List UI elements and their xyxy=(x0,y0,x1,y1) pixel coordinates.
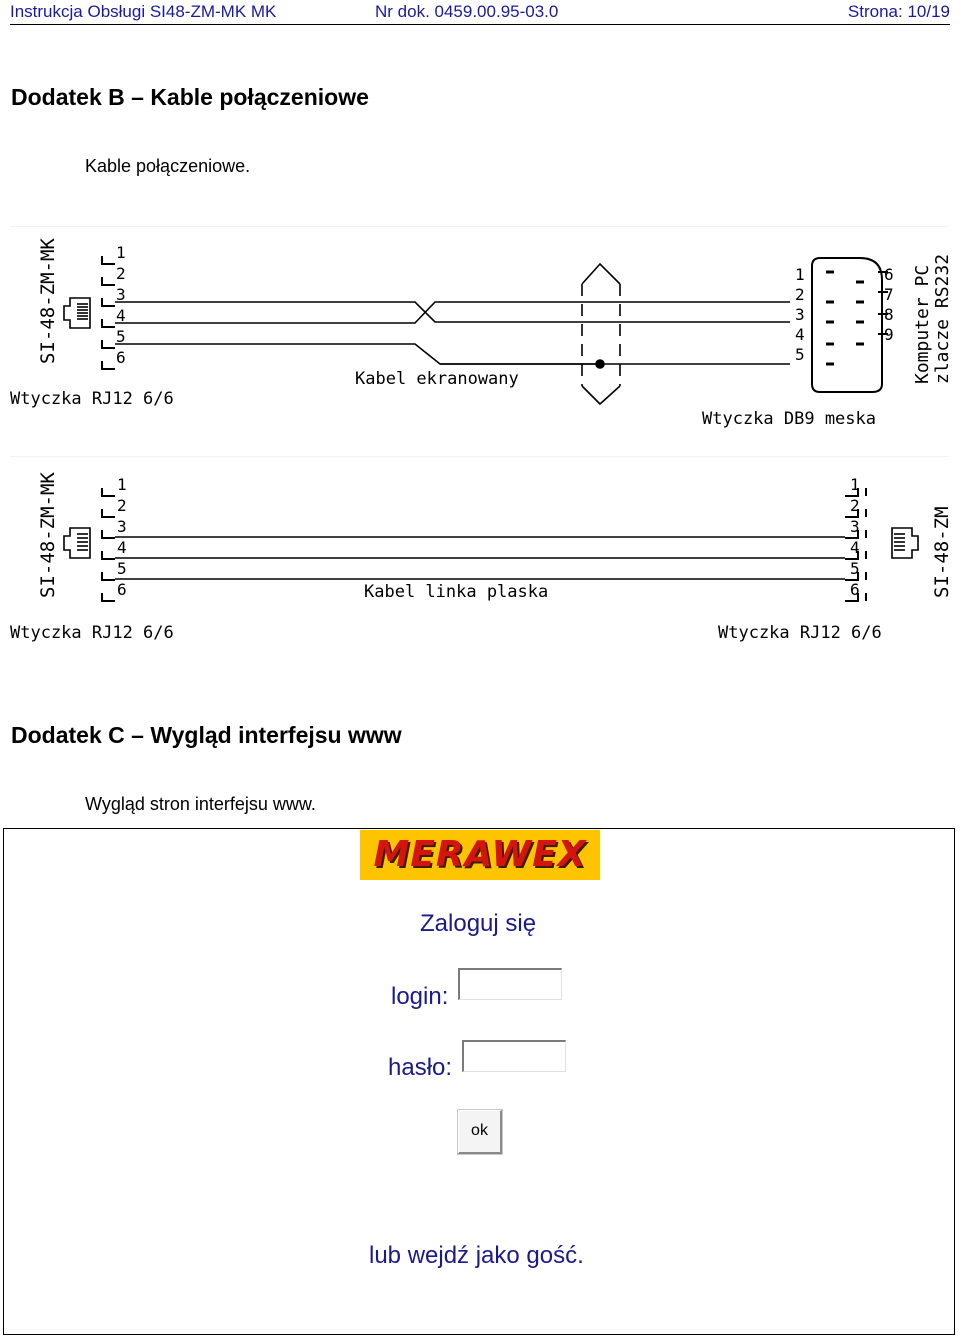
cable-label: Kabel ekranowany xyxy=(355,369,519,389)
cable-wires xyxy=(115,537,845,579)
rj12-contacts-left xyxy=(102,488,115,601)
db9-pin-label: 1 xyxy=(795,265,805,284)
cable-diagram-rs232 xyxy=(0,226,960,432)
document-title: Instrukcja Obsługi SI48-ZM-MK MK xyxy=(10,2,277,21)
db9-pin-label: 7 xyxy=(884,285,894,304)
rj12-contacts xyxy=(102,256,115,369)
pin-label: 1 xyxy=(117,475,127,494)
section-b-heading: Dodatek B – Kable połączeniowe xyxy=(11,84,369,110)
pin-label: 3 xyxy=(850,517,860,536)
plug-label-right: Wtyczka RJ12 6/6 xyxy=(718,623,882,643)
plug-label-right: Wtyczka DB9 meska xyxy=(702,409,876,429)
db9-connector-icon xyxy=(812,258,888,392)
device-label-left: SI-48-ZM-MK xyxy=(37,472,59,598)
db9-pin-label: 9 xyxy=(884,325,894,344)
cable-label: Kabel linka plaska xyxy=(364,582,549,602)
merawex-logo xyxy=(360,830,600,880)
db9-pin-label: 3 xyxy=(795,305,805,324)
device-label-right: SI-48-ZM xyxy=(931,506,953,598)
pin-label: 5 xyxy=(117,559,127,578)
logo-text: MERAWEX xyxy=(373,834,587,875)
rj12-jack-icon xyxy=(64,298,90,328)
pin-label: 3 xyxy=(116,285,126,304)
plug-label-left: Wtyczka RJ12 6/6 xyxy=(10,389,174,409)
pin-label: 3 xyxy=(117,517,127,536)
plug-label-left: Wtyczka RJ12 6/6 xyxy=(10,623,174,643)
pin-label: 5 xyxy=(116,327,126,346)
pin-label: 4 xyxy=(117,538,127,557)
db9-pin-label: 6 xyxy=(884,265,894,284)
pin-label: 4 xyxy=(116,306,126,325)
section-c-intro: Wygląd stron interfejsu www. xyxy=(85,794,316,814)
pin-label: 2 xyxy=(850,496,860,515)
pin-label: 6 xyxy=(117,580,127,599)
rj12-jack-icon xyxy=(892,528,918,558)
db9-pin-label: 8 xyxy=(884,305,894,324)
device-label: SI-48-ZM-MK xyxy=(37,238,59,364)
pin-label: 2 xyxy=(117,496,127,515)
computer-port-label: zlacze RS232 xyxy=(932,253,953,384)
password-input[interactable] xyxy=(462,1040,566,1072)
page-number: Strona: 10/19 xyxy=(847,2,950,21)
section-c-heading: Dodatek C – Wygląd interfejsu www xyxy=(11,722,402,748)
login-label: login: xyxy=(391,983,449,1010)
pin-label: 6 xyxy=(116,348,126,367)
pin-label: 5 xyxy=(850,559,860,578)
login-input[interactable] xyxy=(458,968,562,1000)
db9-pin-label: 2 xyxy=(795,285,805,304)
pin-label: 1 xyxy=(850,475,860,494)
cable-diagram-flat xyxy=(0,456,960,646)
guest-login-link[interactable]: lub wejdź jako gość. xyxy=(369,1242,584,1269)
page-header xyxy=(10,0,950,25)
pin-label: 2 xyxy=(116,264,126,283)
rj12-jack-icon xyxy=(64,528,90,558)
ok-button[interactable]: ok xyxy=(458,1110,502,1154)
pin-label: 4 xyxy=(850,538,860,557)
pin-label: 1 xyxy=(116,243,126,262)
db9-pin-label: 4 xyxy=(795,325,805,344)
cable-wires xyxy=(115,302,790,364)
db9-pin-label: 5 xyxy=(795,345,805,364)
login-title: Zaloguj się xyxy=(420,910,537,937)
pin-label: 6 xyxy=(850,580,860,599)
section-b-intro: Kable połączeniowe. xyxy=(85,156,251,176)
document-number: Nr dok. 0459.00.95-03.0 xyxy=(375,2,559,21)
computer-label: Komputer PC xyxy=(912,264,933,384)
password-label: hasło: xyxy=(388,1054,453,1081)
